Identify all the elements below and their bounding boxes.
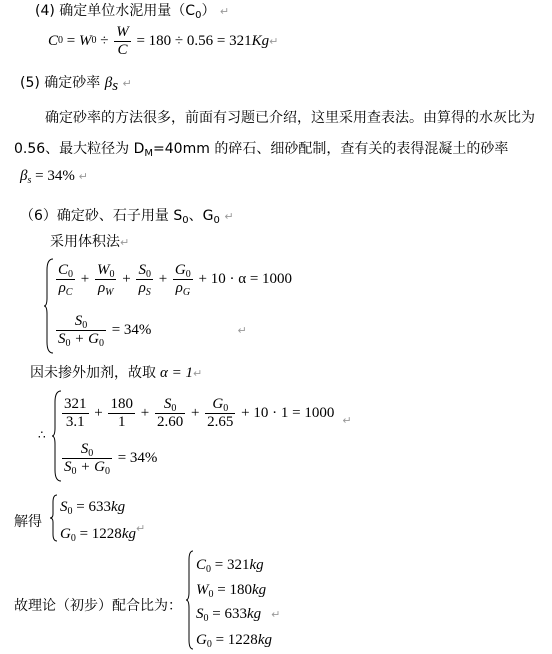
section-4-heading: (4) 确定单位水泥用量$(C_0)$ ↵: [35, 3, 230, 21]
solution-values: [60, 496, 145, 545]
brace-icon: [50, 494, 58, 542]
solve-label: 解得: [14, 514, 42, 530]
solution-brace: [50, 494, 58, 542]
ratio-brace: [186, 550, 194, 650]
therefore-symbol: ∴: [38, 428, 46, 442]
mix-ratio-values: [196, 553, 280, 652]
section-5-heading: (5) 确定砂率 $\beta_s$ ↵: [20, 75, 132, 94]
left-brace: [44, 258, 54, 354]
gravel-solution: $G_0 = 1228kg^↵$: [60, 522, 146, 544]
cement-ratio: $C_0 = 321kg$: [196, 557, 264, 575]
section-6-heading: （6）确定砂、石子用量 $S_0$、$G_0$ ↵: [20, 208, 234, 226]
admixture-note: 因未掺外加剂，故取 α = 1↵: [30, 365, 203, 381]
mix-ratio-label: 故理论（初步）配合比为：: [14, 598, 182, 614]
sand-solution: $S_0 = 633kg$: [60, 499, 126, 517]
method-paragraph-line-1: 确定砂率的方法很多，前面有习题已介绍，这里采用查表法。由算得的水灰比为: [45, 110, 535, 126]
brace-icon: [44, 258, 54, 354]
sand-ratio-result: $\beta_s = 34\%$ ↵: [20, 168, 88, 186]
volume-equation-row-1: $\frac{C_0}{\rho_C}$ + $\frac{W_0}{\rho_W}$ + $\frac{S_0}{\rho_S}$ + $\frac{G_0}{\rho_G}$ + 10 · α = 1000: [58, 261, 293, 298]
substituted-equation-row-1: $\frac{321}{3.1}$ + $\frac{180}{1}$ + $\frac{S_0}{2.60}$ + $\frac{G_0}{2.65}$ + 10 · 1 = 1000 ↵: [64, 395, 352, 430]
water-ratio: $W_0 = 180kg$: [196, 581, 267, 600]
substituted-equation-row-2: $\frac{S_0}{S_0 + G_0}$ = 34%: [64, 440, 158, 477]
sand-ratio: $S_0 = 633kg$ ↵: [196, 606, 281, 624]
brace-icon: [186, 550, 194, 650]
water-cement-fraction: $\frac{W}{C}$: [116, 23, 129, 58]
volume-equation-row-2: $\frac{S_0}{S_0 + G_0}$ = 34% ↵: [58, 312, 247, 349]
cement-equation: C 0 = W 0 ÷ $\frac{W}{C}$ = 180 ÷ 0.56 = 321 Kg ↵: [48, 23, 279, 58]
volume-method-label: 采用体积法↵: [50, 234, 130, 250]
gravel-ratio: $G_0 = 1228kg$: [196, 631, 272, 650]
method-paragraph-line-2: 0.56、最大粒径为 $D_M=40mm$ 的碎石、细砂配制，查有关的表得混凝土的砂率: [14, 141, 509, 159]
paragraph-mark: ↵: [219, 5, 230, 18]
